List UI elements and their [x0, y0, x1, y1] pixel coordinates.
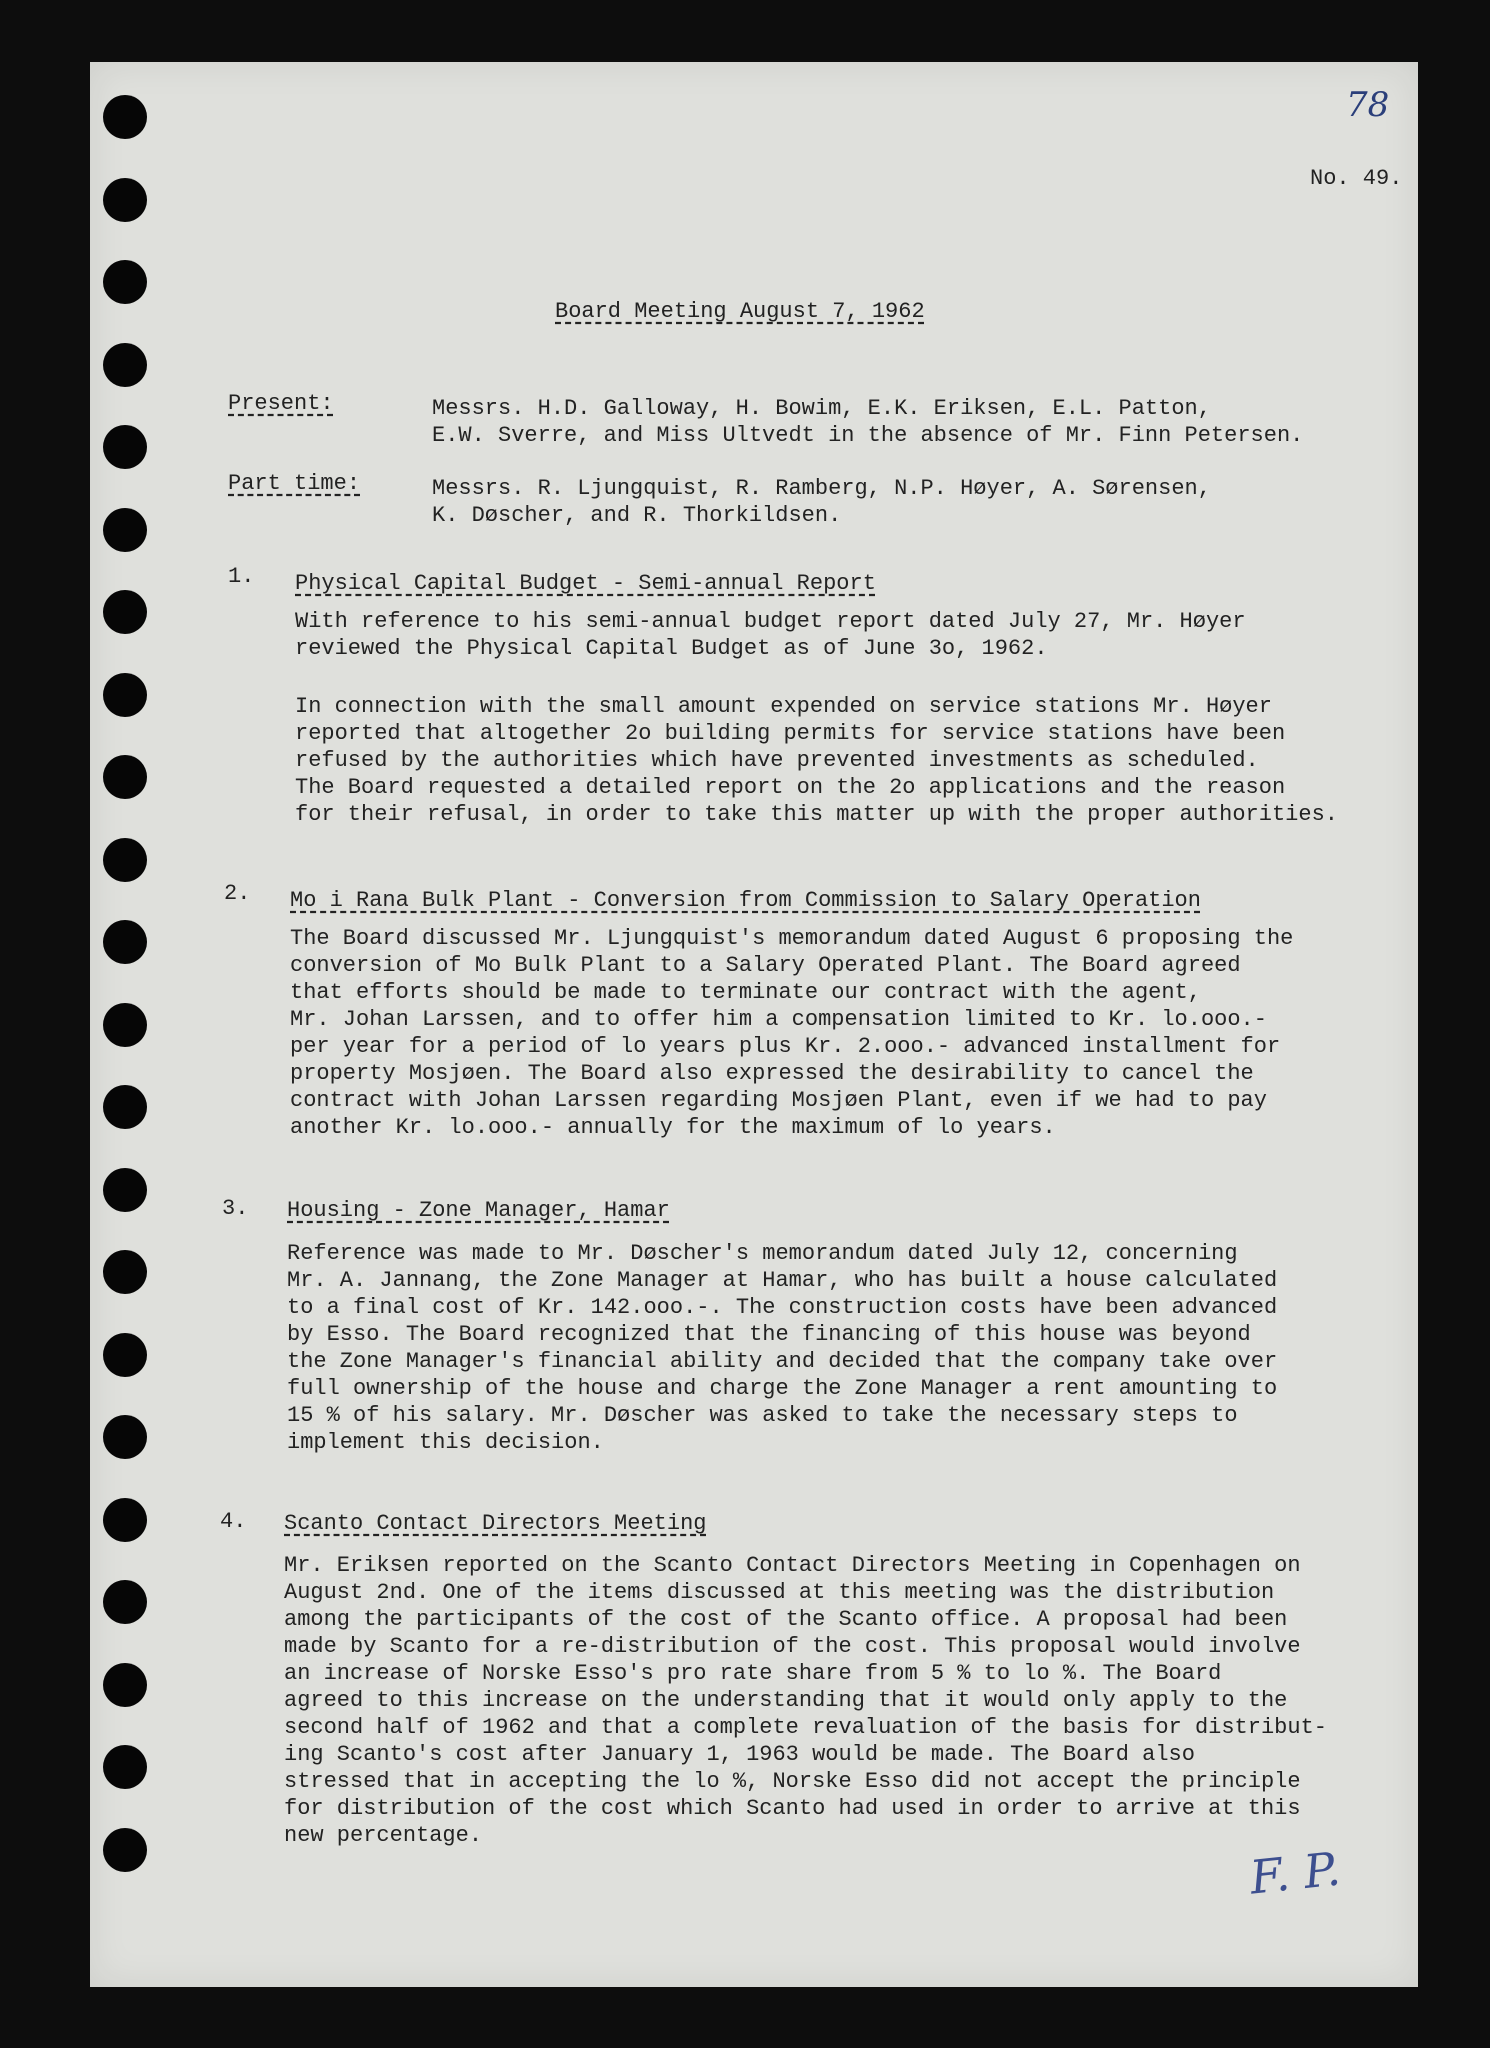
document-title: Board Meeting August 7, 1962	[555, 299, 925, 324]
text-line: that efforts should be made to terminate our contract with the agent,	[290, 980, 1201, 1005]
part-time-label: Part time:	[228, 471, 361, 496]
text-line: second half of 1962 and that a complete revaluation of the basis for distribut-	[284, 1715, 1327, 1740]
item-paragraph	[295, 608, 1395, 662]
text-line: new percentage.	[284, 1823, 483, 1848]
part-time-line: Messrs. R. Ljungquist, R. Ramberg, N.P. Høyer, A. Sørensen,	[432, 476, 1211, 501]
present-line: E.W. Sverre, and Miss Ultvedt in the absence of Mr. Finn Petersen.	[432, 423, 1304, 448]
item-number: 1.	[228, 564, 255, 589]
text-line: made by Scanto for a re-distribution of the cost. This proposal would involve	[284, 1634, 1301, 1659]
item-paragraph	[284, 1552, 1384, 1849]
text-line: With reference to his semi-annual budget report dated July 27, Mr. Høyer	[295, 609, 1246, 634]
text-line: Mr. Eriksen reported on the Scanto Contact Directors Meeting in Copenhagen on	[284, 1553, 1301, 1578]
item-paragraph	[287, 1240, 1387, 1456]
text-line: for distribution of the cost which Scanto had used in order to arrive at this	[284, 1796, 1301, 1821]
item-number: 3.	[222, 1196, 249, 1221]
present-line: Messrs. H.D. Galloway, H. Bowim, E.K. Eriksen, E.L. Patton,	[432, 396, 1211, 421]
item-paragraph	[290, 925, 1390, 1141]
text-line: reviewed the Physical Capital Budget as of June 3o, 1962.	[295, 636, 1048, 661]
text-line: to a final cost of Kr. 142.ooo.-. The construction costs have been advanced	[287, 1295, 1278, 1320]
doc-number: No. 49.	[1310, 166, 1403, 191]
item-heading: Mo i Rana Bulk Plant - Conversion from Commission to Salary Operation	[290, 888, 1201, 913]
text-line: The Board discussed Mr. Ljungquist's memorandum dated August 6 proposing the	[290, 926, 1294, 951]
part-time-line: K. Døscher, and R. Thorkildsen.	[432, 503, 842, 528]
item-number: 2.	[224, 881, 251, 906]
text-line: stressed that in accepting the lo %, Norske Esso did not accept the principle	[284, 1769, 1301, 1794]
present-label: Present:	[228, 391, 334, 416]
text-line: an increase of Norske Esso's pro rate share from 5 % to lo %. The Board	[284, 1661, 1222, 1686]
item-heading: Scanto Contact Directors Meeting	[284, 1511, 707, 1536]
text-line: agreed to this increase on the understanding that it would only apply to the	[284, 1688, 1288, 1713]
present-list	[432, 395, 1490, 449]
text-line: Reference was made to Mr. Døscher's memorandum dated July 12, concerning	[287, 1241, 1238, 1266]
text-line: per year for a period of lo years plus Kr. 2.ooo.- advanced installment for	[290, 1034, 1281, 1059]
text-line: Mr. Johan Larssen, and to offer him a compensation limited to Kr. lo.ooo.-	[290, 1007, 1267, 1032]
text-line: conversion of Mo Bulk Plant to a Salary Operated Plant. The Board agreed	[290, 953, 1241, 978]
handwritten-initials: F. P.	[1247, 1841, 1343, 1905]
text-line: 15 % of his salary. Mr. Døscher was asked to take the necessary steps to	[287, 1403, 1238, 1428]
text-line: full ownership of the house and charge the Zone Manager a rent amounting to	[287, 1376, 1278, 1401]
text-line: reported that altogether 2o building permits for service stations have been	[295, 721, 1286, 746]
item-heading: Housing - Zone Manager, Hamar	[287, 1198, 670, 1223]
item-heading: Physical Capital Budget - Semi-annual Report	[295, 571, 876, 596]
text-line: contract with Johan Larssen regarding Mosjøen Plant, even if we had to pay	[290, 1088, 1267, 1113]
item-paragraph	[295, 693, 1395, 828]
text-line: In connection with the small amount expended on service stations Mr. Høyer	[295, 694, 1272, 719]
item-number: 4.	[220, 1509, 247, 1534]
text-line: refused by the authorities which have prevented investments as scheduled.	[295, 748, 1259, 773]
page-number: 78	[1346, 85, 1390, 125]
text-line: property Mosjøen. The Board also expressed the desirability to cancel the	[290, 1061, 1254, 1086]
text-line: another Kr. lo.ooo.- annually for the maximum of lo years.	[290, 1115, 1056, 1140]
part-time-list	[432, 475, 1490, 529]
text-line: by Esso. The Board recognized that the financing of this house was beyond	[287, 1322, 1251, 1347]
text-line: August 2nd. One of the items discussed at this meeting was the distribution	[284, 1580, 1275, 1605]
text-line: ing Scanto's cost after January 1, 1963 would be made. The Board also	[284, 1742, 1195, 1767]
text-line: for their refusal, in order to take this matter up with the proper authorities.	[295, 802, 1338, 827]
text-line: the Zone Manager's financial ability and decided that the company take over	[287, 1349, 1278, 1374]
text-line: implement this decision.	[287, 1430, 604, 1455]
text-line: Mr. A. Jannang, the Zone Manager at Hamar, who has built a house calculated	[287, 1268, 1278, 1293]
text-line: among the participants of the cost of the Scanto office. A proposal had been	[284, 1607, 1288, 1632]
text-line: The Board requested a detailed report on the 2o applications and the reason	[295, 775, 1286, 800]
